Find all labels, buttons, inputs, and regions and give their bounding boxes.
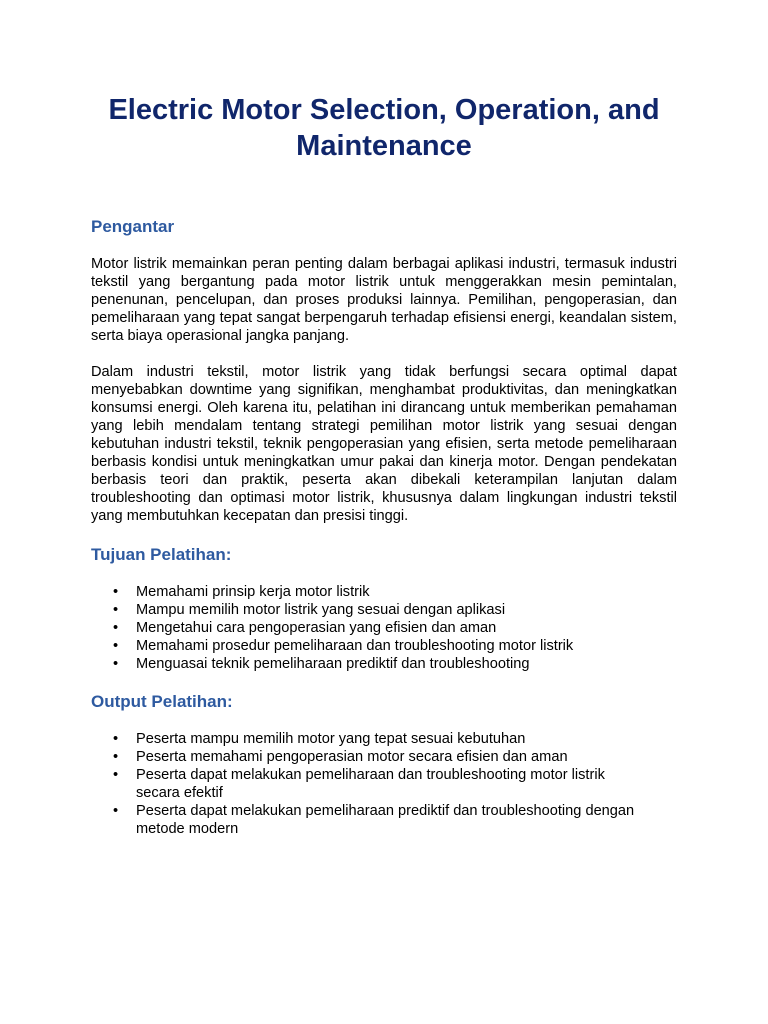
list-item-text: Peserta dapat melakukan pemeliharaan prediktif dan troubleshooting dengan metode modern [136, 803, 635, 837]
list-item [91, 637, 646, 655]
list-item [91, 802, 646, 838]
list-item [91, 730, 646, 748]
bullet-icon: • [113, 620, 119, 636]
list-item [91, 655, 646, 673]
list-item-text: Mampu memilih motor listrik yang sesuai dengan aplikasi [136, 602, 506, 618]
list-item [91, 748, 646, 766]
document-title: Electric Motor Selection, Operation, and Maintenance [108, 94, 660, 162]
intro-heading: Pengantar [91, 217, 175, 236]
list-item-text: Memahami prinsip kerja motor listrik [136, 584, 370, 600]
bullet-icon: • [113, 656, 119, 672]
bullet-icon: • [113, 638, 119, 654]
list-item-text: Peserta memahami pengoperasian motor secara efisien dan aman [136, 749, 568, 765]
list-item [91, 601, 646, 619]
list-item [91, 583, 646, 601]
document-page [91, 92, 677, 838]
list-item-text: Peserta dapat melakukan pemeliharaan dan troubleshooting motor listrik secara efektif [136, 767, 605, 801]
intro-paragraph-2: Dalam industri tekstil, motor listrik yang tidak berfungsi secara optimal dapat menyebabkan downtime yang signifikan, menghambat produktivitas, dan meningkatkan konsumsi energi. Oleh karena itu, pelatihan ini dirancang untuk memberikan pemahaman yang lebih mendalam tentang strategi pemilihan motor listrik yang sesuai dengan kebutuhan industri tekstil, teknik pengoperasian yang efisien, serta metode pemeliharaan berbasis kondisi untuk meningkatkan umur pakai dan kinerja motor. Dengan pendekatan berbasis teori dan praktik, peserta akan dibekali keterampilan lanjutan dalam troubleshooting dan optimasi motor listrik, khususnya dalam lingkungan industri tekstil yang membutuhkan kecepatan dan presisi tinggi. [91, 364, 677, 524]
output-list [91, 730, 677, 838]
bullet-icon: • [113, 731, 119, 747]
output-heading: Output Pelatihan: [91, 692, 233, 711]
list-item [91, 766, 646, 802]
list-item-text: Peserta mampu memilih motor yang tepat sesuai kebutuhan [136, 731, 526, 747]
bullet-icon: • [113, 584, 119, 600]
bullet-icon: • [113, 602, 119, 618]
bullet-icon: • [113, 767, 119, 783]
list-item [91, 619, 646, 637]
intro-paragraph-1: Motor listrik memainkan peran penting dalam berbagai aplikasi industri, termasuk industri tekstil yang bergantung pada motor listrik untuk menggerakkan mesin pemintalan, penenunan, pencelupan, dan proses produksi lainnya. Pemilihan, pengoperasian, dan pemeliharaan yang tepat sangat berpengaruh terhadap efisiensi energi, keandalan sistem, serta biaya operasional jangka panjang. [91, 256, 677, 344]
bullet-icon: • [113, 749, 119, 765]
goals-list [91, 583, 677, 673]
bullet-icon: • [113, 803, 119, 819]
list-item-text: Menguasai teknik pemeliharaan prediktif dan troubleshooting [136, 656, 530, 672]
list-item-text: Memahami prosedur pemeliharaan dan troubleshooting motor listrik [136, 638, 574, 654]
goals-heading: Tujuan Pelatihan: [91, 545, 232, 564]
list-item-text: Mengetahui cara pengoperasian yang efisien dan aman [136, 620, 497, 636]
